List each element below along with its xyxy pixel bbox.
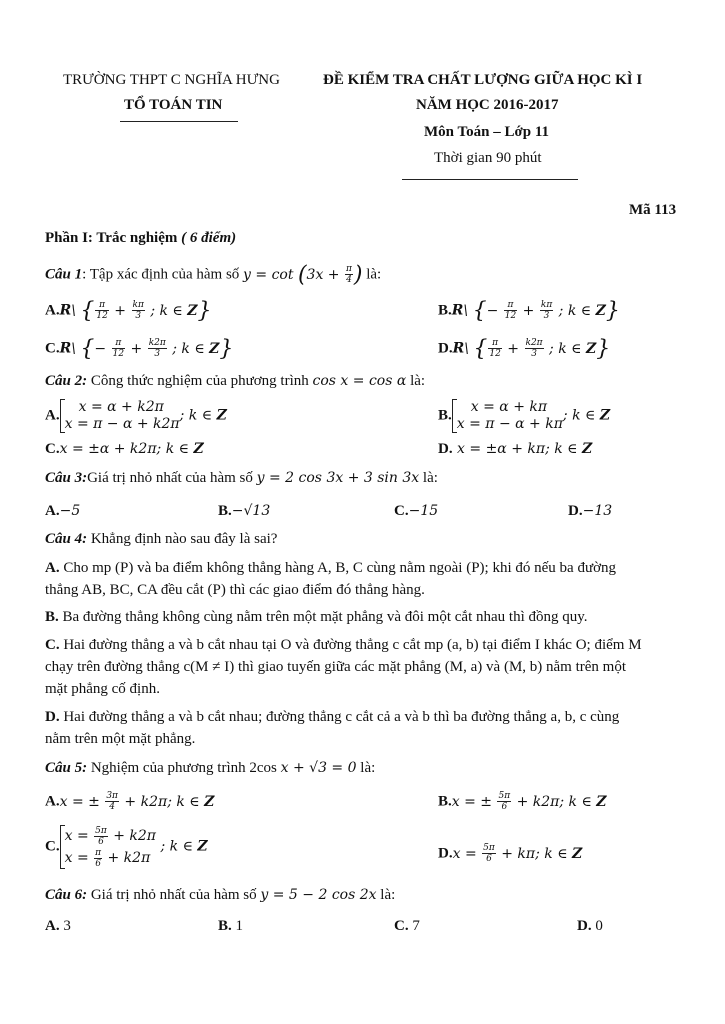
q1-option-a-label: A. [45, 302, 60, 319]
q6-option-d[interactable] [577, 918, 603, 935]
subject: Môn Toán – Lớp 11 [424, 124, 550, 140]
q1-option-b-label: B. [438, 302, 452, 319]
q2-option-b[interactable]: B.x = α + kπ x = π − α + kπ; k ∈ Z [438, 399, 611, 432]
part1-points: ( 6 điểm) [181, 230, 237, 246]
q6-option-c[interactable] [394, 918, 420, 935]
q3-option-a-value: −5 [59, 503, 81, 519]
q4-label: Câu 4: [45, 531, 88, 547]
q4-option-a-line2: thẳng AB, BC, CA đều cắt (P) thì các giao điểm đó thẳng hàng. [45, 582, 425, 598]
q6-option-a-label: A. [45, 918, 60, 934]
q5-option-a-label: A. [45, 793, 60, 810]
q2-text-end: là: [406, 373, 426, 389]
q3-text-end: là: [419, 470, 438, 486]
q6-option-d-label: D. [577, 918, 592, 934]
q4-option-d-line2: nằm trên một mặt phẳng. [45, 731, 196, 747]
q1-option-c[interactable]: C.R\ {− $\frac{\pi}{12}$ + $\frac{k2\pi}{3}$ ; k ∈ Z} [45, 336, 234, 361]
q6-option-b[interactable] [218, 918, 243, 935]
q6-option-b-label: B. [218, 918, 232, 934]
question-2: Câu 2: Công thức nghiệm của phương trình cos x = cos α là: [45, 373, 426, 389]
q4-option-d-label: D. [45, 709, 60, 725]
school-year: NĂM HỌC 2016-2017 [416, 97, 559, 113]
q3-label: Câu 3: [45, 470, 88, 486]
q6-option-a[interactable] [45, 918, 71, 935]
q2-option-c[interactable]: C.x = ±α + k2π; k ∈ Z [45, 441, 204, 457]
q4-option-a-label: A. [45, 560, 60, 576]
duration-underline [402, 179, 578, 180]
question-1 [45, 262, 381, 287]
q2-option-b-label: B. [438, 407, 452, 424]
question-4 [45, 531, 277, 548]
question-3: Câu 3:Giá trị nhỏ nhất của hàm số y = 2 cos 3x + 3 sin 3x là: [45, 470, 438, 486]
q3-text: Giá trị nhỏ nhất của hàm số [87, 470, 257, 486]
q5-text: Nghiệm của phương trình 2cos [87, 760, 281, 776]
q6-label: Câu 6: [45, 887, 88, 903]
q1-option-a[interactable]: A.R\ { $\frac{\pi}{12}$ + $\frac{k\pi}{3}$ ; k ∈ Z} [45, 298, 212, 323]
q1-option-d[interactable]: D.R\ { $\frac{\pi}{12}$ + $\frac{k2\pi}{3}$ ; k ∈ Z} [438, 336, 611, 361]
school-name: TRƯỜNG THPT C NGHĨA HƯNG [63, 72, 280, 88]
q1-option-b[interactable]: B.R\ {− $\frac{\pi}{12}$ + $\frac{k\pi}{3}$ ; k ∈ Z} [438, 298, 620, 323]
q4-option-d[interactable] [45, 706, 685, 750]
q6-option-b-value: 1 [231, 918, 244, 934]
q5-option-c-label: C. [45, 838, 60, 855]
q6-option-c-label: C. [394, 918, 409, 934]
q4-option-c-line2: chạy trên đường thẳng c(M ≠ I) thì giao tuyến giữa các mặt phẳng (M, a) và (M, b) nằm trên một [45, 659, 627, 675]
q3-option-a[interactable] [45, 503, 80, 520]
exam-code: Mã 113 [629, 202, 677, 218]
q2-option-a-label: A. [45, 407, 60, 424]
q5-option-a[interactable]: A.x = ± $\frac{3\pi}{4}$ + k2π; k ∈ Z [45, 791, 215, 812]
q3-option-d[interactable] [568, 503, 612, 520]
q1-text: : Tập xác định của hàm số [82, 266, 244, 283]
q4-option-c-line1: Hai đường thẳng a và b cắt nhau tại O và đường thẳng c cắt mp (a, b) tại điểm I khác O; điểm M [59, 637, 642, 653]
department-name: TỔ TOÁN TIN [124, 97, 223, 113]
q4-option-d-line1: Hai đường thẳng a và b cắt nhau; đường thẳng c cắt cả a và b thì ba đường thẳng a, b, c cùng [59, 709, 620, 725]
q5-option-d[interactable]: D.x = $\frac{5\pi}{6}$ + kπ; k ∈ Z [438, 843, 583, 864]
department-underline [120, 121, 238, 122]
q2-option-d-label: D. [438, 441, 453, 457]
question-5: Câu 5: Nghiệm của phương trình 2cos x + √3 = 0 là: [45, 760, 376, 776]
q3-option-b-label: B. [218, 503, 232, 519]
q6-option-d-value: 0 [591, 918, 603, 934]
q3-option-c-label: C. [394, 503, 409, 519]
q5-label: Câu 5: [45, 760, 88, 776]
q5-option-b[interactable]: B.x = ± $\frac{5\pi}{6}$ + k2π; k ∈ Z [438, 791, 607, 812]
q1-text-end: là: [366, 266, 382, 283]
q6-option-c-value: 7 [408, 918, 420, 934]
q3-option-b[interactable] [218, 503, 270, 520]
q1-option-c-label: C. [45, 340, 60, 357]
part1-title: Phần I: Trắc nghiệm [45, 230, 178, 246]
q3-option-a-label: A. [45, 503, 60, 519]
q4-option-b[interactable] [45, 606, 685, 628]
q2-label: Câu 2: [45, 373, 88, 389]
q2-option-a[interactable]: A.x = α + k2π x = π − α + k2π; k ∈ Z [45, 399, 227, 432]
q3-option-b-value: −√13 [231, 503, 271, 519]
q3-option-d-value: −13 [582, 503, 613, 519]
q5-text-end: là: [356, 760, 376, 776]
q2-option-d[interactable]: D. x = ±α + kπ; k ∈ Z [438, 441, 593, 457]
q3-option-c[interactable] [394, 503, 438, 520]
q2-text: Công thức nghiệm của phương trình [87, 373, 313, 389]
question-6: Câu 6: Giá trị nhỏ nhất của hàm số y = 5 − 2 cos 2x là: [45, 887, 396, 903]
q5-option-d-label: D. [438, 845, 453, 862]
q4-option-c-line3: mặt phẳng cố định. [45, 681, 160, 697]
q5-option-c[interactable]: C.x = $\frac{5\pi}{6}$ + k2π x = $\frac{\pi}{6}$ + k2π ; k ∈ Z [45, 825, 208, 869]
q4-option-b-label: B. [45, 609, 59, 625]
q4-text: Khẳng định nào sau đây là sai? [87, 531, 278, 547]
q4-option-c[interactable] [45, 634, 685, 700]
q1-option-d-label: D. [438, 340, 453, 357]
q4-option-c-label: C. [45, 637, 60, 653]
q4-option-b-text: Ba đường thẳng không cùng nằm trên một mặt phẳng và đôi một cắt nhau thì đồng quy. [58, 609, 588, 625]
q6-text-end: là: [376, 887, 396, 903]
q6-text: Giá trị nhỏ nhất của hàm số [87, 887, 261, 903]
q3-option-c-value: −15 [408, 503, 439, 519]
q6-option-a-value: 3 [59, 918, 71, 934]
part1-heading [45, 230, 236, 247]
duration: Thời gian 90 phút [434, 150, 542, 166]
q1-formula: y = cot (3x + $\frac{\pi}{4}$ ) [243, 262, 363, 287]
q4-option-a-line1: Cho mp (P) và ba điểm không thẳng hàng A, B, C cùng nằm ngoài (P); khi đó nếu ba đường [59, 560, 617, 576]
exam-title: ĐỀ KIỂM TRA CHẤT LƯỢNG GIỮA HỌC KÌ I [323, 72, 643, 88]
q1-label: Câu 1 [45, 266, 83, 283]
q4-option-a[interactable] [45, 557, 685, 601]
q3-option-d-label: D. [568, 503, 583, 519]
q5-option-b-label: B. [438, 793, 452, 810]
q2-option-c-label: C. [45, 441, 60, 457]
